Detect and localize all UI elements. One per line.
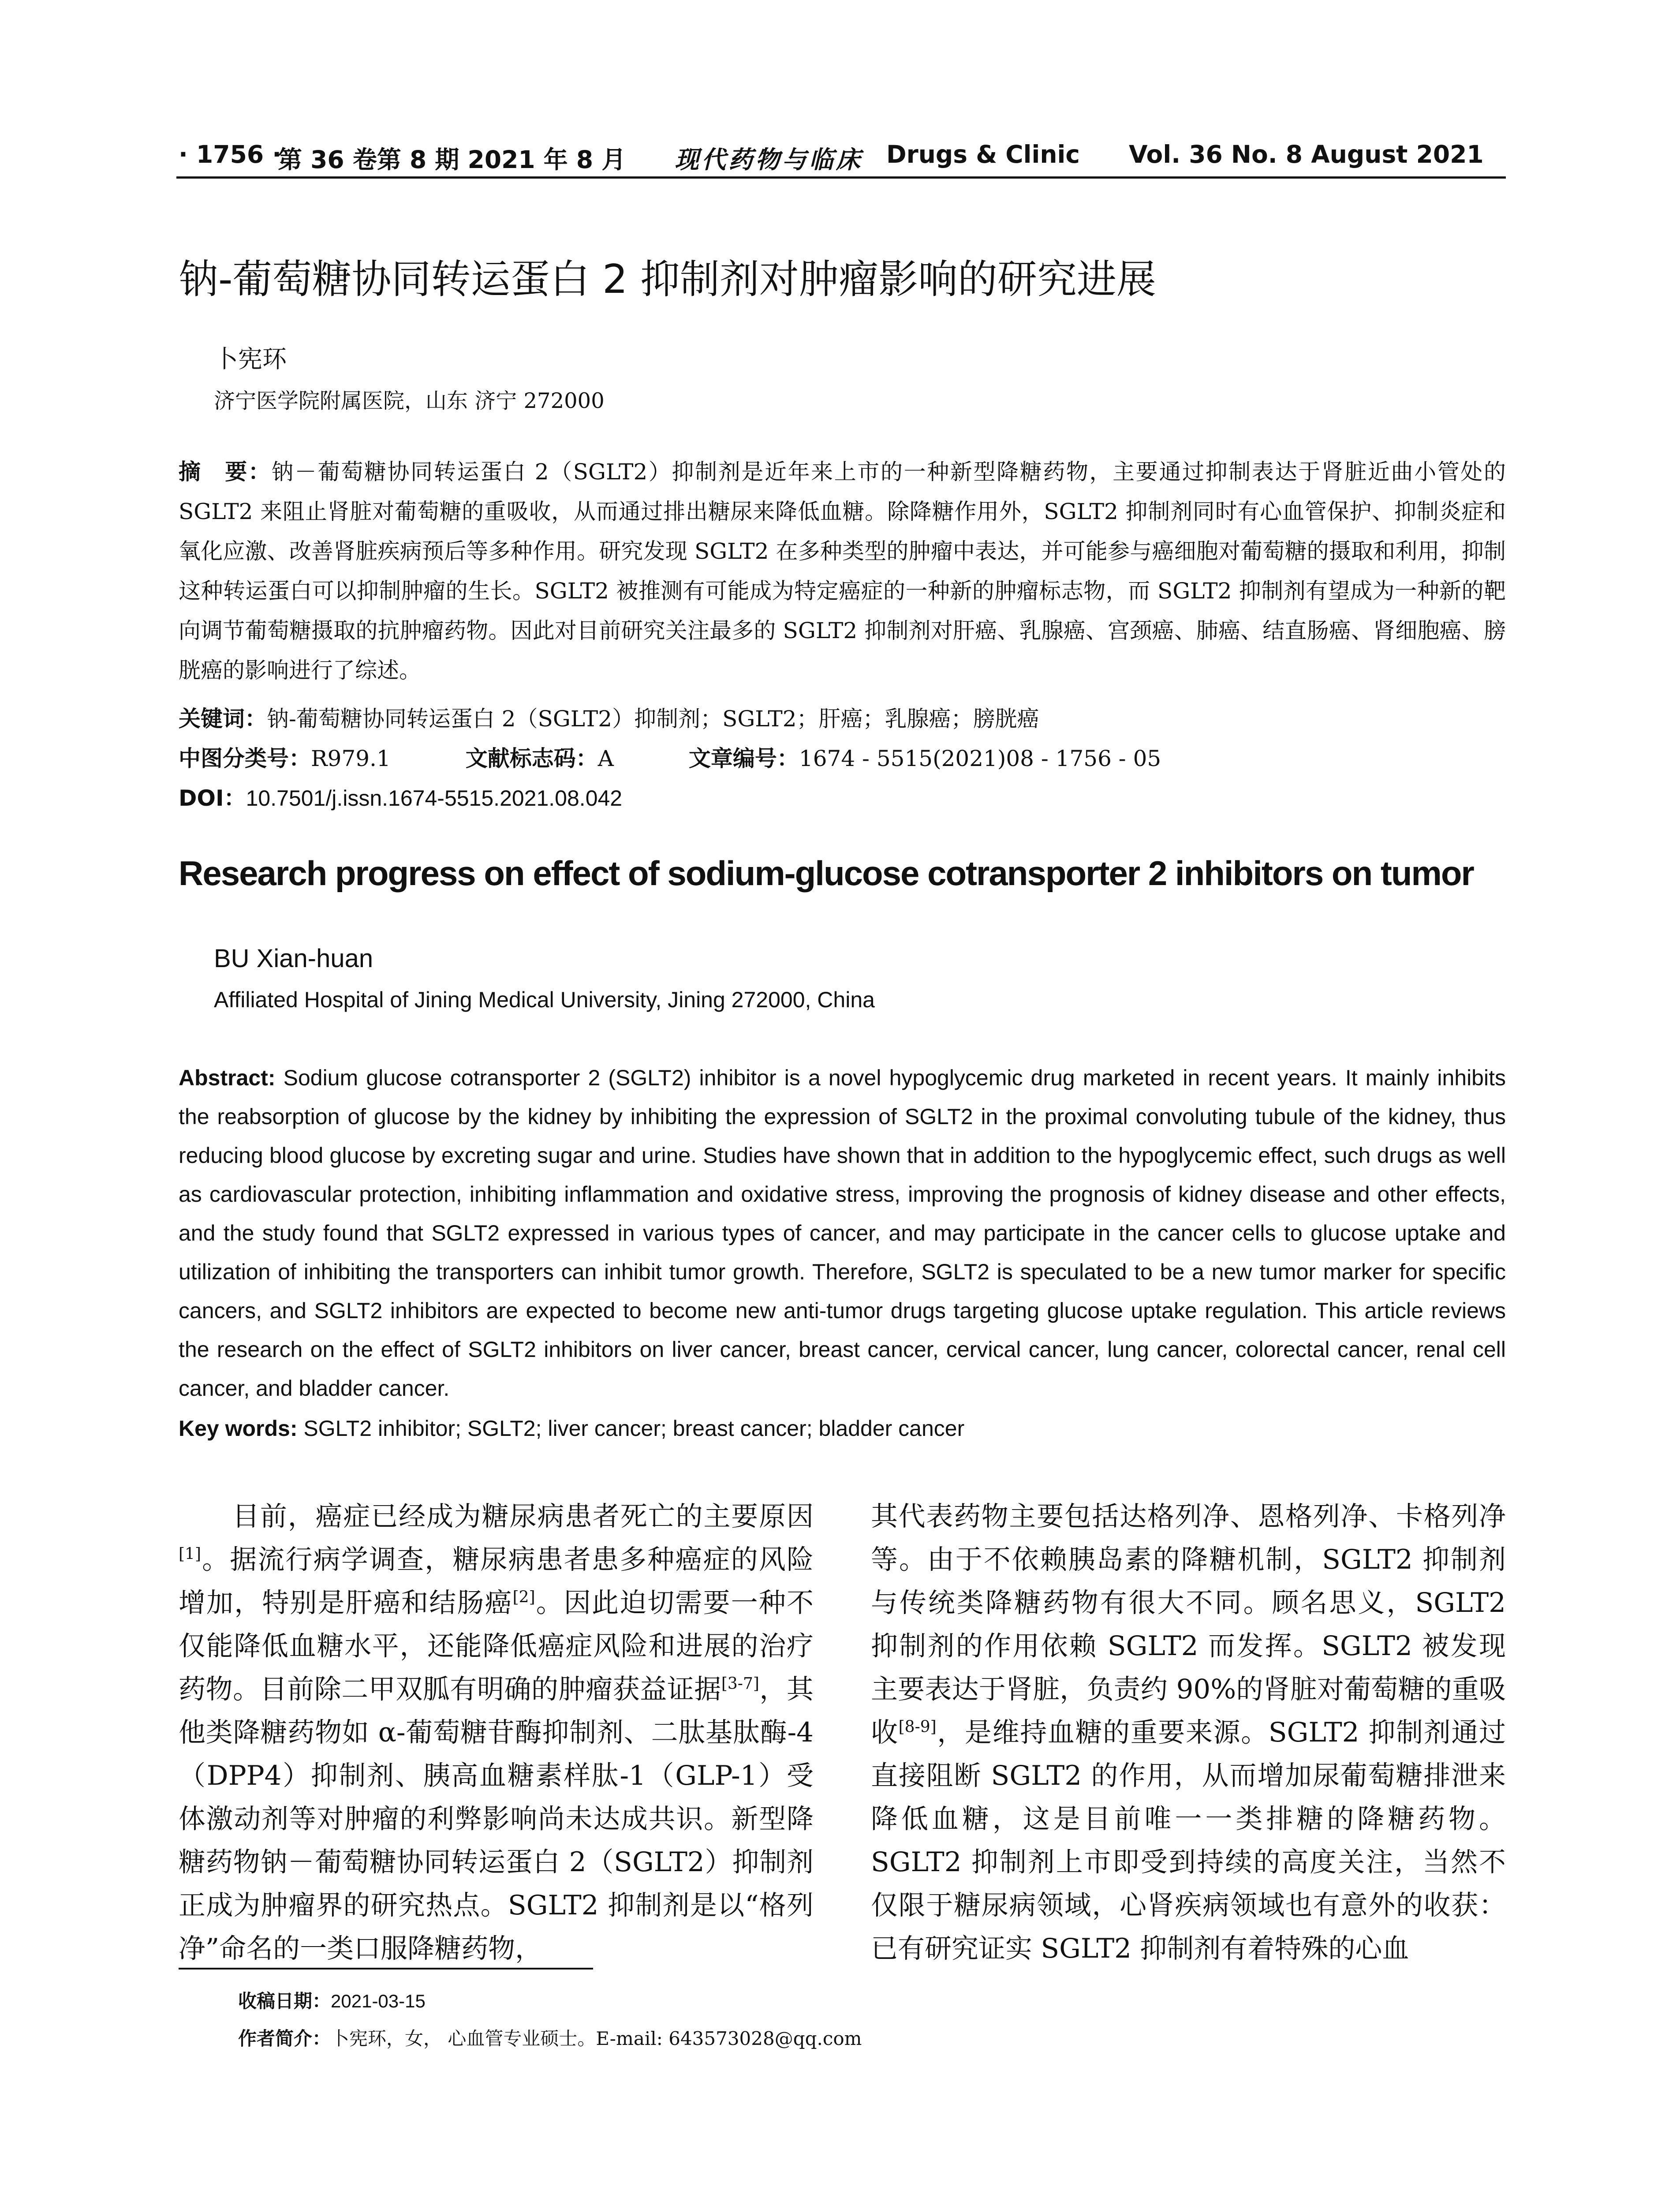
article-title-en: Research progress on effect of sodium-glucose cotransporter 2 inhibitors on tumor bbox=[179, 854, 1474, 893]
citation-ref[interactable]: [2] bbox=[512, 1588, 535, 1607]
clc-value: R979.1 bbox=[311, 746, 391, 771]
article-title-cn: 钠-葡萄糖协同转运蛋白 2 抑制剂对肿瘤影响的研究进展 bbox=[179, 256, 1156, 303]
author-cn: 卜宪环 bbox=[214, 345, 287, 373]
body-text: 目前，癌症已经成为糖尿病患者死亡的主要原因 bbox=[232, 1501, 814, 1532]
body-text: 。据流行病学调查，糖尿病患者患多种癌症的风险增加，特别是肝癌和结肠癌 bbox=[179, 1544, 814, 1618]
body-column-right bbox=[871, 1495, 1506, 1970]
abstract-cn-text: 钠－葡萄糖协同转运蛋白 2（SGLT2）抑制剂是近年来上市的一种新型降糖药物，主要通过抑制表达于肾脏近曲小管处的 SGLT2 来阻止肾脏对葡萄糖的重吸收，从而通过排出糖尿来降低血糖。除降糖作用外，SGLT2 抑制剂同时有心血管保护、抑制炎症和氧化应激、改善肾脏疾病预后等多种作用。研究发现 SGLT2 在多种类型的肿瘤中表达，并可能参与癌细胞对葡萄糖的摄取和利用，抑制这种转运蛋白可以抑制肿瘤的生长。SGLT2 被推测有可能成为特定癌症的一种新的肿瘤标志物，而 SGLT2 抑制剂有望成为一种新的靶向调节葡萄糖摄取的抗肿瘤药物。因此对目前研究关注最多的 SGLT2 抑制剂对肝癌、乳腺癌、宫颈癌、肺癌、结直肠癌、肾细胞癌、膀胱癌的影响进行了综述。 bbox=[179, 459, 1506, 683]
body-text: 其代表药物主要包括达格列净、恩格列净、卡格列净等。由于不依赖胰岛素的降糖机制，SGLT2 抑制剂与传统类降糖药物有很大不同。顾名思义，SGLT2 抑制剂的作用依赖 SGLT2 而发挥。SGLT2 被发现主要表达于肾脏，负责约 90%的肾脏对葡萄糖的重吸收 bbox=[871, 1501, 1506, 1748]
keywords-cn-label: 关键词： bbox=[179, 706, 267, 732]
citation-ref[interactable]: [1] bbox=[179, 1545, 201, 1563]
journal-name-cn: 现代药物与临床 bbox=[675, 145, 863, 174]
author-bio-value: 卜宪环，女， 心血管专业硕士。E-mail: 643573028@qq.com bbox=[331, 2028, 862, 2049]
abstract-cn bbox=[179, 452, 1506, 690]
doc-code-value: A bbox=[597, 746, 614, 771]
received-label: 收稿日期： bbox=[238, 1991, 331, 2011]
received-date bbox=[238, 1987, 426, 2013]
body-text: 。因此迫切需要一种不仅能降低血糖水平，还能降低癌症风险和进展的治疗药物。目前除二甲双胍有明确的肿瘤获益证据 bbox=[179, 1587, 814, 1705]
abstract-cn-label: 摘 要： bbox=[179, 459, 272, 485]
body-column-left bbox=[179, 1495, 814, 1970]
affiliation-cn: 济宁医学院附属医院，山东 济宁 272000 bbox=[214, 389, 605, 413]
body-text: ，是维持血糖的重要来源。SGLT2 抑制剂通过直接阻断 SGLT2 的作用，从而增加尿葡萄糖排泄来降低血糖，这是目前唯一一类排糖的降糖药物。SGLT2 抑制剂上市即受到持续的高度关注，当然不仅限于糖尿病领域，心肾疾病领域也有意外的收获：已有研究证实 SGLT2 抑制剂有着特殊的心血 bbox=[871, 1717, 1506, 1964]
abstract-en-text: Sodium glucose cotransporter 2 (SGLT2) inhibitor is a novel hypoglycemic drug marketed in recent years. It mainly inhibits the reabsorption of glucose by the kidney by inhibiting the expression of SGLT2 in the proximal convoluting tubule of the kidney, thus reducing blood glucose by excreting sugar and urine. Studies have shown that in addition to the hypoglycemic effect, such drugs as well as cardiovascular protection, inhibiting inflammation and oxidative stress, improving the prognosis of kidney disease and other effects, and the study found that SGLT2 expressed in various types of cancer, and may participate in the cancer cells to glucose uptake and utilization of inhibiting the transporters can inhibit tumor growth. Therefore, SGLT2 is speculated to be a new tumor marker for specific cancers, and SGLT2 inhibitors are expected to become new anti-tumor drugs targeting glucose uptake regulation. This article reviews the research on the effect of SGLT2 inhibitors on liver cancer, breast cancer, cervical cancer, lung cancer, colorectal cancer, renal cell cancer, and bladder cancer. bbox=[179, 1065, 1506, 1401]
volume-info-en: Vol. 36 No. 8 August 2021 bbox=[1129, 140, 1484, 168]
keywords-en bbox=[179, 1416, 964, 1441]
doi-value[interactable]: 10.7501/j.issn.1674-5515.2021.08.042 bbox=[246, 786, 623, 811]
keywords-cn-text: 钠-葡萄糖协同转运蛋白 2（SGLT2）抑制剂；SGLT2；肝癌；乳腺癌；膀胱癌 bbox=[267, 706, 1039, 732]
keywords-cn bbox=[179, 701, 1039, 733]
author-bio bbox=[238, 2024, 862, 2051]
citation-ref[interactable]: [3-7] bbox=[721, 1674, 759, 1693]
header-rule bbox=[176, 176, 1506, 179]
footnote-rule bbox=[179, 1968, 593, 1970]
article-no-value: 1674 - 5515(2021)08 - 1756 - 05 bbox=[799, 746, 1161, 771]
page-number: · 1756 · bbox=[179, 140, 282, 168]
doi-label: DOI： bbox=[179, 785, 246, 811]
author-en: BU Xian-huan bbox=[214, 944, 373, 973]
affiliation-en: Affiliated Hospital of Jining Medical University, Jining 272000, China bbox=[214, 987, 875, 1012]
classification-line bbox=[179, 741, 1161, 773]
abstract-en bbox=[179, 1058, 1506, 1408]
clc-label: 中图分类号： bbox=[179, 746, 311, 771]
article-no-label: 文章编号： bbox=[688, 746, 799, 771]
doc-code-label: 文献标志码： bbox=[465, 746, 598, 771]
doi-line bbox=[179, 781, 622, 812]
received-value: 2021-03-15 bbox=[331, 1991, 426, 2011]
body-text: ，其他类降糖药物如 α-葡萄糖苷酶抑制剂、二肽基肽酶-4（DPP4）抑制剂、胰高血糖素样肽-1（GLP-1）受体激动剂等对肿瘤的利弊影响尚未达成共识。新型降糖药物钠－葡萄糖协同转运蛋白 2（SGLT2）抑制剂正成为肿瘤界的研究热点。SGLT2 抑制剂是以“格列净”命名的一类口服降糖药物， bbox=[179, 1674, 814, 1964]
abstract-en-label: Abstract: bbox=[179, 1065, 276, 1090]
issue-info: 第 36 卷第 8 期 2021 年 8 月 bbox=[278, 146, 626, 174]
author-bio-label: 作者简介： bbox=[238, 2028, 331, 2049]
keywords-en-text: SGLT2 inhibitor; SGLT2; liver cancer; breast cancer; bladder cancer bbox=[303, 1416, 965, 1441]
keywords-en-label: Key words: bbox=[179, 1416, 298, 1441]
journal-name-en: Drugs & Clinic bbox=[886, 140, 1080, 168]
citation-ref[interactable]: [8-9] bbox=[898, 1718, 937, 1736]
